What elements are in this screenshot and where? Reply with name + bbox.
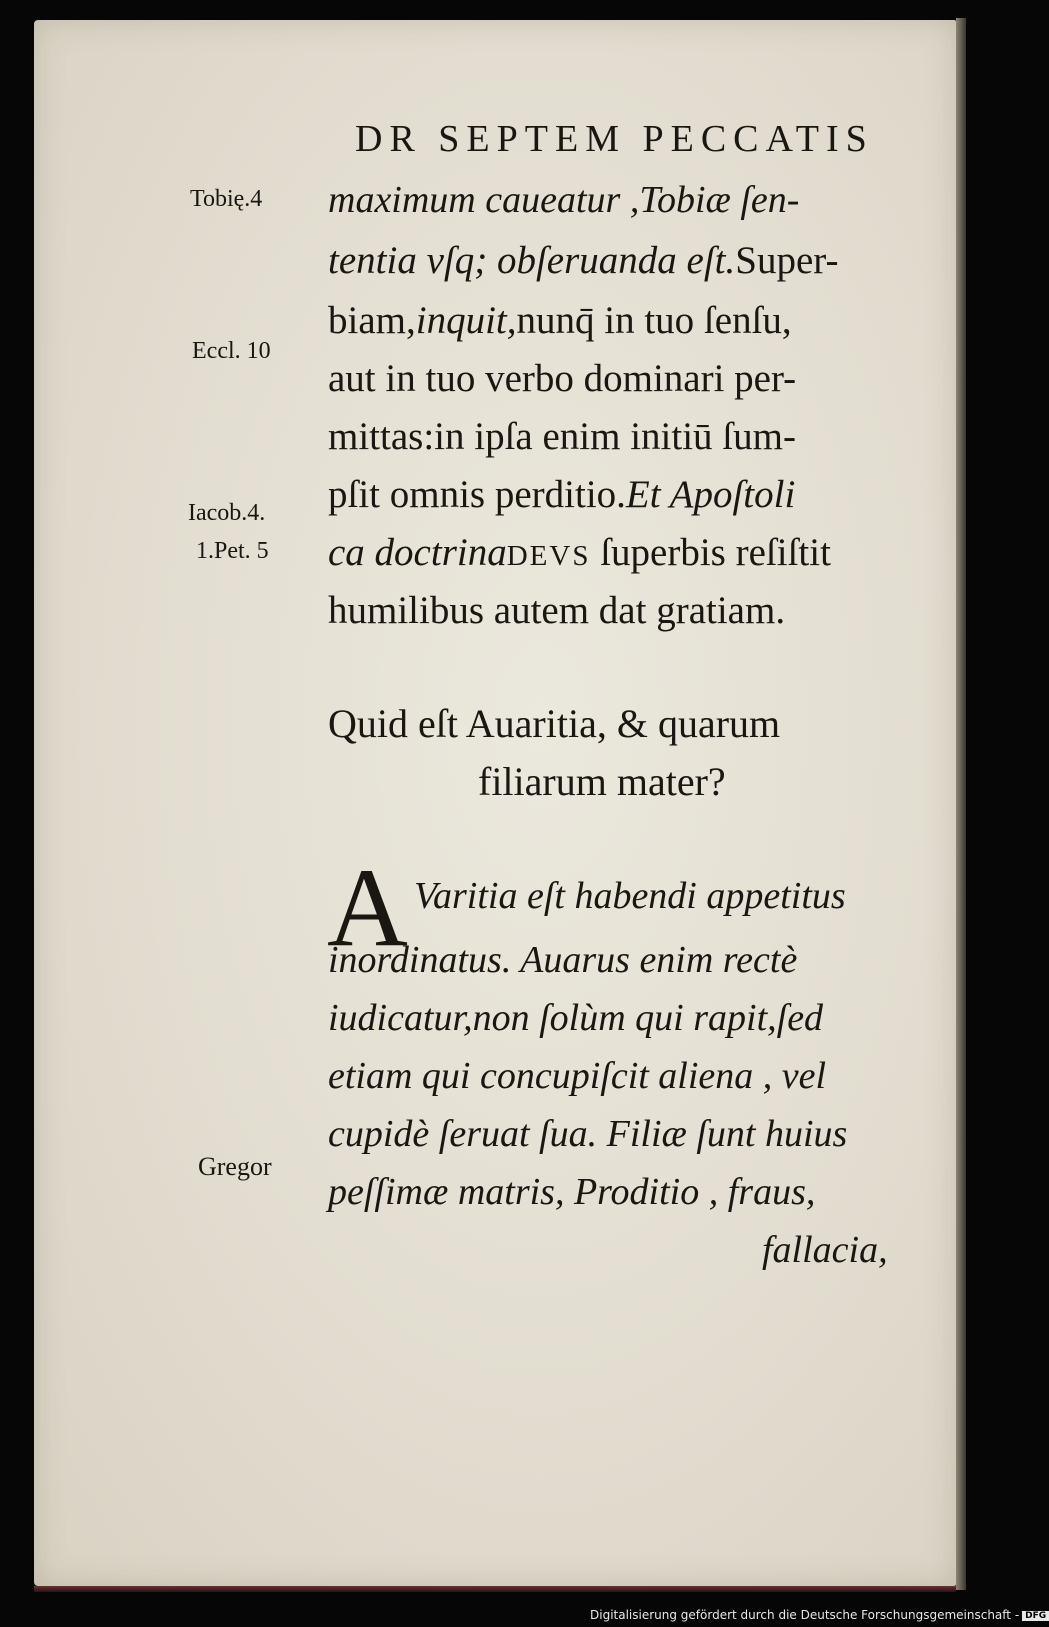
page-bottom-edge: [34, 1586, 956, 1592]
text-line-2-roman: Super-: [735, 239, 839, 282]
margin-note-iacob: Iacob.4.: [188, 500, 266, 526]
text-line-6: [328, 472, 795, 517]
margin-note-gregor: Gregor: [198, 1152, 272, 1181]
text-line-4: aut in tuo verbo dominari per-: [328, 357, 797, 400]
text-line-2: [328, 238, 838, 283]
section-heading-line-1: Quid eſt Auaritia, & quarum: [328, 701, 781, 746]
text-line-7-a: ca doctrina: [328, 531, 507, 574]
text-line-1: maximum caueatur ,Tobiæ ſen-: [328, 179, 800, 221]
para2-line-7: fallacia,: [762, 1229, 888, 1271]
text-line-7: [328, 530, 831, 575]
footer-text: Digitalisierung gefördert durch die Deutsche Forschungsgemeinschaft -: [590, 1608, 1020, 1622]
para2-line-5: cupidè ſeruat ſua. Filiæ ſunt huius: [328, 1113, 848, 1155]
text-line-3-b: inquit,: [415, 299, 517, 342]
text-line-5: mittas:in ipſa enim initiū ſum-: [328, 415, 796, 458]
margin-note-tobie: Tobię.4: [190, 186, 263, 212]
margin-note-pet: 1.Pet. 5: [196, 538, 269, 564]
text-line-8: humilibus autem dat gratiam.: [328, 589, 786, 632]
para2-line-1: Varitia eſt habendi appetitus: [414, 875, 846, 917]
text-line-2-italic: tentia vſq; obſeruanda eſt.: [328, 239, 736, 282]
drop-cap: A: [327, 846, 408, 970]
text-line-6-b: Et Apoſtoli: [625, 473, 796, 516]
text-line-7-b: DEVS: [506, 540, 591, 572]
section-heading-line-2: filiarum mater?: [478, 759, 726, 804]
para2-line-2: inordinatus. Auarus enim rectè: [328, 939, 798, 981]
text-line-3-c: nunq̄ in tuo ſenſu,: [516, 299, 792, 342]
margin-note-eccl: Eccl. 10: [192, 338, 271, 364]
page-edge: [956, 18, 966, 1590]
text-line-6-a: pſit omnis perditio.: [328, 473, 626, 516]
text-line-3: [328, 298, 792, 343]
para2-line-6: peſſimæ matris, Proditio , fraus,: [328, 1171, 816, 1213]
dfg-logo: DFG: [1022, 1611, 1049, 1621]
text-line-7-c: ſuperbis reſiſtit: [600, 531, 831, 574]
para2-line-4: etiam qui concupiſcit aliena , vel: [328, 1055, 827, 1097]
text-line-3-a: biam,: [328, 299, 416, 342]
running-header: DR SEPTEM PECCATIS: [355, 118, 874, 160]
para2-line-3: iudicatur,non ſolùm qui rapit,ſed: [328, 997, 824, 1039]
digitization-footer: [590, 1608, 1049, 1622]
